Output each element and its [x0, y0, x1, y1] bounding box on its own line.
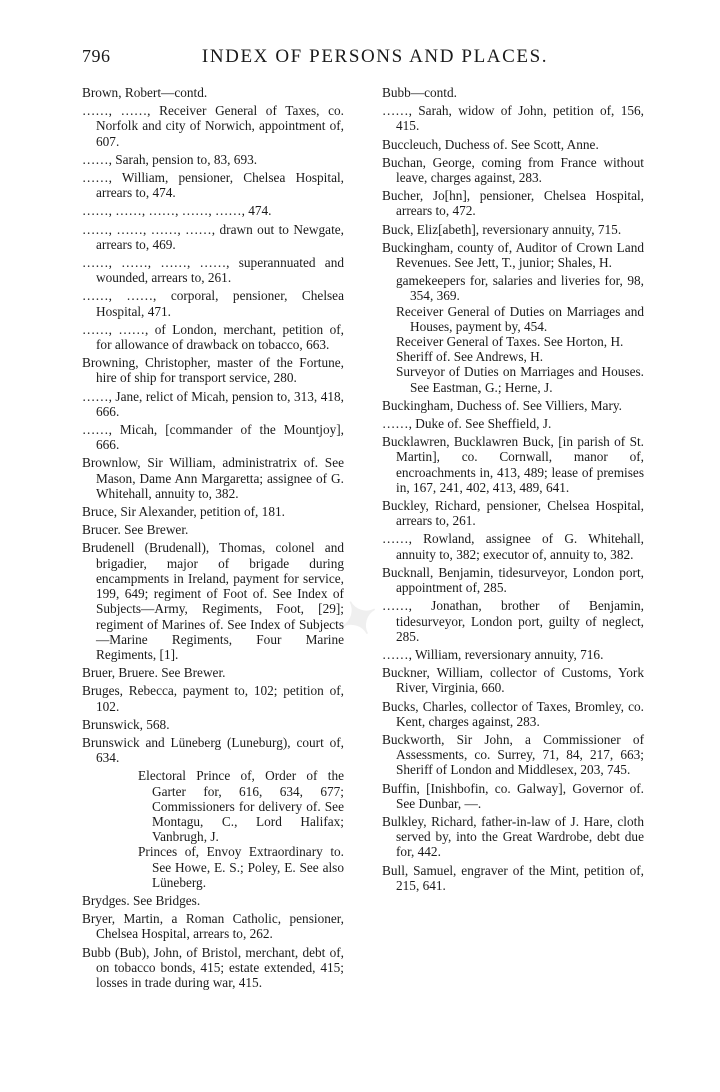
- index-entry: ……, ……, of London, merchant, petition of, for allowance of drawback on tobacco, 663.: [82, 321, 344, 353]
- index-entry: ……, Sarah, pension to, 83, 693.: [82, 151, 258, 167]
- index-entry: ……, William, reversionary annuity, 716.: [382, 646, 604, 662]
- index-entry: Buckingham, Duchess of. See Villiers, Mary.: [382, 397, 622, 413]
- index-entry: ……, ……, corporal, pensioner, Chelsea Hospital, 471.: [82, 288, 344, 319]
- running-title: INDEX OF PERSONS AND PLACES.: [201, 46, 549, 67]
- index-entry: Bucher, Jo[hn], pensioner, Chelsea Hospital, arrears to, 472.: [382, 188, 644, 219]
- index-entry: Brudenell (Brudenall), Thomas, colonel and brigadier, major of brigade during encampments in Ireland, payment for service, 199, 649; regiment of Foot of. See Index of Subjects—Army, Regiments, Foot, [29]; regiment of Marines of. See Index of Subjects—Marine Regiments, Four Marine Regiments, [1].: [82, 540, 344, 662]
- index-entry: Buckner, William, collector of Customs, York River, Virginia, 660.: [382, 665, 644, 696]
- index-entry: ……, ……, ……, ……, drawn out to Newgate, arrears to, 469.: [82, 221, 344, 252]
- index-entry: Buffin, [Inishbofin, co. Galway], Governor of. See Dunbar, —.: [382, 780, 644, 811]
- index-entry: Bucks, Charles, collector of Taxes, Bromley, co. Kent, charges against, 283.: [382, 698, 644, 729]
- index-entry: Surveyor of Duties on Marriages and Houses. See Eastman, G.; Herne, J.: [396, 364, 644, 395]
- index-entry: ……, ……, ……, ……, ……, 474.: [82, 203, 272, 219]
- index-entry: Bryer, Martin, a Roman Catholic, pensioner, Chelsea Hospital, arrears to, 262.: [82, 911, 344, 942]
- index-entry: Browning, Christopher, master of the Fortune, hire of ship for transport service, 280.: [82, 355, 344, 386]
- index-entry: Princes of, Envoy Extraordinary to. See Howe, E. S.; Poley, E. See also Lüneberg.: [138, 844, 344, 890]
- index-entry: Electoral Prince of, Order of the Garter for, 616, 634, 677; Commissioners for delivery of. See Montagu, C., Lord Halifax; Vanbrugh, J.: [138, 768, 344, 845]
- index-entry: Brownlow, Sir William, administratrix of. See Mason, Dame Ann Margaretta; assignee of G. Whitehall, annuity to, 382.: [82, 455, 344, 501]
- index-entry: Bruce, Sir Alexander, petition of, 181.: [82, 504, 285, 520]
- index-column-right: [382, 85, 644, 896]
- index-entry: gamekeepers for, salaries and liveries for, 98, 354, 369.: [396, 273, 644, 304]
- index-entry: ……, Micah, [commander of the Mountjoy], 666.: [82, 422, 344, 453]
- svg-text:✦: ✦: [329, 586, 390, 653]
- index-entry: ……, William, pensioner, Chelsea Hospital, arrears to, 474.: [82, 170, 344, 201]
- index-entry: Brunswick and Lüneberg (Luneburg), court of, 634.: [82, 734, 344, 766]
- index-entry: ……, ……, Receiver General of Taxes, co. Norfolk and city of Norwich, appointment of, 607.: [82, 103, 344, 149]
- index-entry: ……, Sarah, widow of John, petition of, 156, 415.: [382, 103, 644, 134]
- index-entry: Bucknall, Benjamin, tidesurveyor, London port, appointment of, 285.: [382, 564, 644, 596]
- index-entry: Bubb—contd.: [382, 85, 457, 100]
- index-entry: Bruer, Bruere. See Brewer.: [82, 665, 226, 681]
- index-entry: Buckley, Richard, pensioner, Chelsea Hospital, arrears to, 261.: [382, 498, 644, 529]
- index-entry: Brydges. See Bridges.: [82, 892, 201, 908]
- index-entry: ……, ……, ……, ……, superannuated and wounded, arrears to, 261.: [82, 255, 344, 286]
- page-header: [82, 46, 668, 72]
- index-entry: Bruges, Rebecca, payment to, 102; petition of, 102.: [82, 683, 344, 714]
- index-entry: Bulkley, Richard, father-in-law of J. Hare, cloth served by, into the Great Wardrobe, debt due for, 442.: [382, 813, 644, 860]
- index-entry: Receiver General of Duties on Marriages and Houses, payment by, 454.: [396, 303, 644, 334]
- index-entry: Buckingham, county of, Auditor of Crown Land Revenues. See Jett, T., junior; Shales, H.: [382, 239, 644, 271]
- index-entry: Brown, Robert—contd.: [82, 85, 208, 100]
- index-entry: Brucer. See Brewer.: [82, 522, 189, 538]
- index-column-left: [82, 85, 344, 993]
- index-entry: Sheriff of. See Andrews, H.: [396, 349, 544, 365]
- index-entry: Buchan, George, coming from France without leave, charges against, 283.: [382, 154, 644, 186]
- index-entry: ……, Jane, relict of Micah, pension to, 313, 418, 666.: [82, 388, 344, 419]
- index-entry: Bull, Samuel, engraver of the Mint, petition of, 215, 641.: [382, 862, 644, 893]
- page-number: 796: [82, 46, 111, 66]
- index-entry: Buck, Eliz[abeth], reversionary annuity, 715.: [382, 221, 622, 237]
- index-entry: Bucklawren, Bucklawren Buck, [in parish of St. Martin], co. Cornwall, manor of, encroachments in, 413, 489; lease of premises in, 167, 241, 402, 413, 489, 641.: [382, 434, 644, 495]
- index-entry: Buckworth, Sir John, a Commissioner of Assessments, co. Surrey, 71, 84, 217, 663; Sheriff of London and Middlesex, 203, 745.: [382, 731, 644, 778]
- index-entry: ……, Jonathan, brother of Benjamin, tidesurveyor, London port, guilty of neglect, 285.: [382, 598, 644, 644]
- index-entry: ……, Duke of. See Sheffield, J.: [382, 416, 552, 432]
- index-entry: Buccleuch, Duchess of. See Scott, Anne.: [382, 136, 599, 152]
- index-entry: Receiver General of Taxes. See Horton, H.: [396, 334, 624, 350]
- index-entry: Brunswick, 568.: [82, 716, 170, 732]
- index-entry: Bubb (Bub), John, of Bristol, merchant, debt of, on tobacco bonds, 415; estate extended, 415; losses in trade during war, 415.: [82, 944, 344, 990]
- index-entry: ……, Rowland, assignee of G. Whitehall, annuity to, 382; executor of, annuity to, 382.: [382, 531, 644, 562]
